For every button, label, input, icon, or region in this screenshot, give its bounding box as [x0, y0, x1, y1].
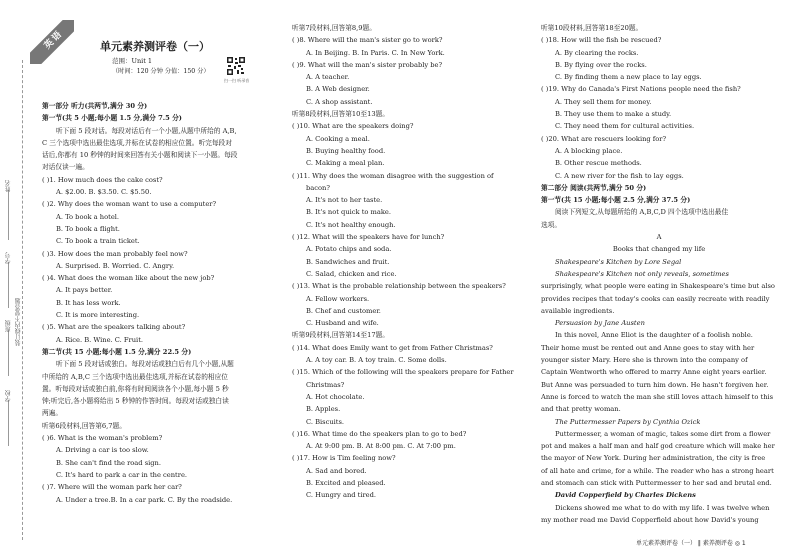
text-line: B. It has less work. — [56, 298, 121, 307]
text-line: In this novel, Anne Eliot is the daughter of a foolish noble. — [555, 331, 753, 340]
question-item[interactable]: ( )13. What is the probable relationship between the speakers? — [292, 282, 506, 291]
text-line: Christmas? — [306, 380, 345, 389]
text-line: Their home must be rented out and Anne goes to stay with her — [541, 343, 755, 352]
text-line: A. They sell them for money. — [555, 97, 652, 106]
text-line: 中所给的 A,B,C 三个选项中选出最佳选项,并标在试卷的相应位 — [42, 372, 228, 381]
text-line: B. To book a flight. — [56, 224, 120, 233]
text-line: C. It is more interesting. — [56, 311, 140, 320]
number-blank — [8, 262, 9, 308]
text-line: A. To book a hotel. — [56, 212, 120, 221]
text-line: 置。听每段对话或独白前,你将有时间阅读各个小题,每小题 5 秒 — [42, 384, 229, 393]
text-line: A. Surprised. B. Worried. C. Angry. — [56, 261, 175, 270]
question-item[interactable]: ( )11. Why does the woman disagree with the suggestion of — [292, 171, 494, 180]
question-item[interactable]: ( )9. What will the man's sister probably be? — [292, 60, 443, 69]
section-heading: 第一节(共 15 小题;每小题 2.5 分,满分 37.5 分) — [541, 196, 691, 205]
text-line: A. At 9:00 pm. B. At 8:00 pm. C. At 7:00 pm. — [306, 442, 456, 451]
scope-label: 范围：Unit 1 — [112, 57, 153, 65]
text-line: A. Rice. B. Wine. C. Fruit. — [56, 335, 144, 344]
section-heading: 第二部分 阅读(共两节,满分 50 分) — [541, 183, 647, 192]
text-line: B. Sandwiches and fruit. — [306, 257, 390, 266]
section-heading: 第一部分 听力(共两节,满分 30 分) — [42, 102, 148, 110]
text-line: B. Excited and pleased. — [306, 478, 386, 487]
text-line: C 三个选项中选出最佳选项,并标在试卷的相应位置。听完每段对 — [42, 138, 232, 147]
text-line: Persuasion by Jane Austen — [555, 319, 645, 328]
text-line: C. They need them for cultural activities. — [555, 122, 695, 131]
section-heading: 第一节(共 5 小题;每小题 1.5 分,满分 7.5 分) — [42, 114, 182, 123]
binding-label-school: 学校 — [5, 390, 12, 402]
page-footer: 单元素养测评卷（一） ‖ 素养测评卷 ◎ 1 — [636, 540, 746, 547]
text-line: Puttermesser, a woman of magic, takes some dirt from a flower — [555, 429, 771, 438]
text-line: B. Chef and customer. — [306, 306, 381, 315]
text-line: A. Hot chocolate. — [306, 392, 365, 401]
question-item[interactable]: ( )12. What will the speakers have for lunch? — [292, 233, 445, 242]
column-2 — [292, 22, 525, 502]
text-line: and that pretty woman. — [541, 405, 621, 414]
question-item[interactable]: ( )20. What are rescuers looking for? — [541, 134, 667, 143]
question-item[interactable]: ( )5. What are the speakers talking about? — [42, 323, 186, 332]
time-score-label: （时间：120 分钟 分值：150 分） — [112, 68, 210, 75]
text-line: Captain Wentworth who offered to marry Anne eight years earlier. — [541, 368, 767, 377]
text-line: C. Husband and wife. — [306, 319, 379, 328]
text-line: A. It pays better. — [56, 286, 113, 295]
text-line: A. A toy car. B. A toy train. C. Some dolls. — [306, 356, 447, 365]
text-line: B. Other rescue methods. — [555, 159, 642, 168]
question-item[interactable]: ( )8. Where will the man's sister go to work? — [292, 36, 443, 45]
text-line: A. A blocking place. — [555, 146, 623, 155]
qr-code-icon[interactable] — [226, 56, 246, 76]
text-line: A. Cooking a meal. — [306, 134, 370, 143]
text-line: A. Under a tree.B. In a car park. C. By the roadside. — [56, 495, 233, 504]
text-line: A. In Beijing. B. In Paris. C. In New York. — [306, 48, 445, 57]
text-line: 话后,你都有 10 秒钟的时间来回答有关小题和阅读下一小题。每段 — [42, 151, 238, 160]
text-line: The Puttermesser Papers by Cynthia Ozick — [555, 417, 701, 426]
question-item[interactable]: ( )14. What does Emily want to get from Father Christmas? — [292, 343, 493, 352]
text-line: 听第8段材料,回答第10至13题。 — [292, 110, 389, 119]
text-line: A — [656, 233, 662, 242]
text-line: Shakespeare's Kitchen not only reveals, sometimes — [555, 269, 729, 278]
text-line: Dickens showed me what to do with my life. I was twelve when — [555, 503, 770, 512]
text-line: Anne is forced to watch the man she still loves attach himself to this — [541, 392, 774, 401]
text-line: B. Buying healthy food. — [306, 146, 386, 155]
section-heading: 第二节(共 15 小题;每小题 1.5 分,满分 22.5 分) — [42, 347, 192, 356]
text-line: A. A teacher. — [306, 73, 350, 82]
text-line: 阅读下列短文,从每题所给的 A,B,C,D 四个选项中选出最佳 — [555, 208, 729, 217]
text-line: and stomach can stick with Puttermesser to her sad and brutal end. — [541, 478, 772, 487]
school-blank — [8, 400, 9, 446]
text-line: 听第10段材料,回答第18至20题。 — [541, 24, 643, 32]
text-line: But Anne was persuaded to turn him down. He hasn't forgiven her. — [541, 380, 769, 389]
text-line: 听第9段材料,回答第14至17题。 — [292, 331, 389, 340]
question-item[interactable]: ( )10. What are the speakers doing? — [292, 122, 414, 131]
text-line: B. By flying over the rocks. — [555, 60, 647, 69]
text-line: C. By finding them a new place to lay eggs. — [555, 73, 702, 82]
text-line: B. It's not quick to make. — [306, 208, 391, 217]
text-line: A. By clearing the rocks. — [555, 48, 639, 57]
text-line: B. She can't find the road sign. — [56, 458, 161, 467]
binding-label-name: 姓名 — [5, 180, 12, 192]
text-line: 对话仅读一遍。 — [42, 163, 89, 172]
binding-label-number: 学号 — [5, 252, 12, 264]
text-line: pot and makes a half man and half god creature which will make her — [541, 442, 775, 451]
class-blank — [8, 330, 9, 376]
qr-caption: 扫一扫 听录音 — [224, 78, 250, 83]
text-line: bacon? — [306, 183, 330, 192]
question-item[interactable]: ( )2. Why does the woman want to use a computer? — [42, 200, 217, 209]
column-1 — [42, 100, 280, 506]
text-line: C. It's not healthy enough. — [306, 220, 396, 229]
text-line: C. Making a meal plan. — [306, 159, 385, 168]
text-line: C. Salad, chicken and rice. — [306, 269, 397, 278]
text-line: B. They use them to make a study. — [555, 110, 672, 119]
question-item[interactable]: ( )15. Which of the following will the speakers prepare for Father — [292, 368, 514, 377]
text-line: B. Apples. — [306, 405, 341, 414]
text-line: my mother read me David Copperfield about how David's young — [541, 515, 759, 524]
text-line: 听下面 5 段对话。每段对话后有一个小题,从题中所给的 A,B, — [56, 126, 237, 135]
text-line: C. It's hard to park a car in the centre. — [56, 470, 188, 479]
subject-tag-label: 英语 — [30, 20, 74, 64]
text-line: David Copperfield by Charles Dickens — [555, 491, 696, 500]
question-item[interactable]: ( )18. How will the fish be rescued? — [541, 36, 662, 45]
binding-fold-note: 装订线内不要答题 — [15, 298, 22, 346]
question-item[interactable]: ( )19. Why do Canada's First Nations people need the fish? — [541, 85, 741, 94]
text-line: C. Hungry and tired. — [306, 491, 377, 500]
text-line: surprisingly, what people were eating in Shakespeare's time but also — [541, 282, 775, 291]
name-blank — [8, 190, 9, 240]
question-item[interactable]: ( )17. How is Tim feeling now? — [292, 454, 396, 463]
text-line: 选项。 — [541, 220, 562, 229]
text-line: the mayor of New York. During her administration, the city is free — [541, 454, 766, 463]
text-line: A. Sad and bored. — [306, 466, 367, 475]
subject-tag — [30, 20, 74, 64]
text-line: A. Fellow workers. — [306, 294, 370, 303]
text-line: provides recipes that today's cooks can easily recreate with readily — [541, 294, 770, 303]
text-line: younger sister Mary. Here she is thrown into the company of — [541, 356, 748, 365]
text-line: Books that changed my life — [612, 245, 706, 254]
text-line: C. To book a train ticket. — [56, 237, 140, 246]
text-line: A. Potato chips and soda. — [306, 245, 392, 254]
text-line: 钟;听完后,各小题将给出 5 秒钟的作答时间。每段对话或独白读 — [42, 397, 229, 406]
binding-strip — [0, 0, 34, 556]
text-line: 听第7段材料,回答第8,9题。 — [292, 24, 376, 32]
text-line: available ingredients. — [541, 306, 615, 315]
page-title: 单元素养测评卷（一） — [100, 40, 210, 53]
text-line: C. Biscuits. — [306, 417, 345, 426]
question-item[interactable]: ( )16. What time do the speakers plan to go to bed? — [292, 429, 467, 438]
question-item[interactable]: ( )6. What is the woman's problem? — [42, 434, 163, 443]
binding-label-class: 班级 — [5, 320, 12, 332]
text-line: 听下面 5 段对话或独白。每段对话或独白后有几个小题,从题 — [56, 360, 234, 369]
text-line: Shakespeare's Kitchen by Lore Segal — [555, 257, 682, 266]
text-line: 听第6段材料,回答第6,7题。 — [42, 421, 126, 430]
text-line: A. $2.00. B. $3.50. C. $5.50. — [56, 188, 152, 197]
question-item[interactable]: ( )3. How does the man probably feel now? — [42, 249, 188, 258]
text-line: 两遍。 — [42, 409, 63, 418]
question-item[interactable]: ( )1. How much does the cake cost? — [42, 175, 163, 184]
text-line: of all hate and crime, for a while. The reader who has a strong heart — [541, 466, 774, 475]
text-line: A. It's not to her taste. — [306, 196, 383, 205]
question-item[interactable]: ( )4. What does the woman like about the new job? — [42, 274, 215, 283]
text-line: A. Driving a car is too slow. — [56, 446, 149, 455]
question-item[interactable]: ( )7. Where will the woman park her car? — [42, 483, 182, 492]
column-3 — [541, 22, 777, 526]
text-line: B. A Web designer. — [306, 85, 370, 94]
text-line: C. A shop assistant. — [306, 97, 373, 106]
text-line: C. A new river for the fish to lay eggs. — [555, 171, 684, 180]
